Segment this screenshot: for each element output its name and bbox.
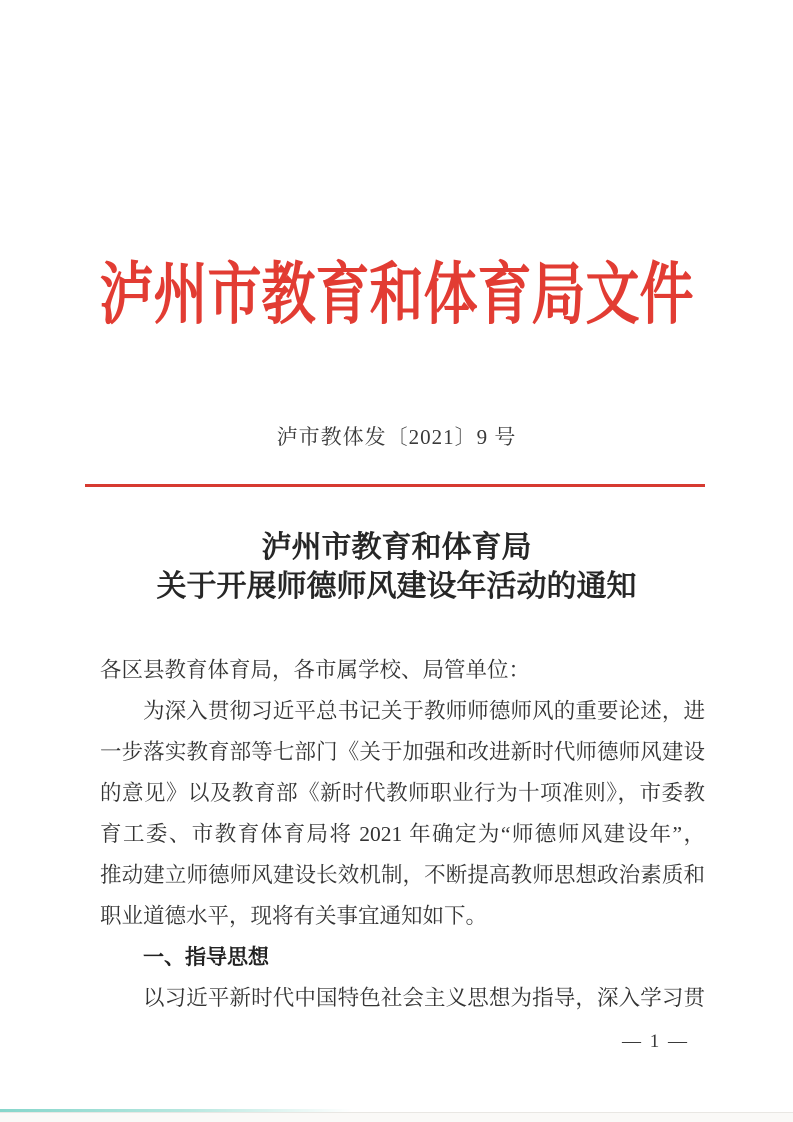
agency-masthead-title: 泸州市教育和体育局文件: [99, 257, 694, 333]
section-heading: 一、指导思想: [143, 946, 269, 969]
body-line: 的意见》以及教育部《新时代教师职业行为十项准则》，市委教: [100, 781, 705, 805]
scan-bottom-edge: [0, 1112, 793, 1122]
body-line: 推动建立师德师风建设长效机制，不断提高教师思想政治素质和: [100, 863, 705, 887]
doc-body: [100, 650, 705, 1019]
doc-title-line2: 关于开展师德师风建设年活动的通知: [156, 570, 637, 603]
doc-title-line1: 泸州市教育和体育局: [261, 531, 532, 564]
body-line: 育工委、市教育体育局将 2021 年确定为“师德师风建设年”，: [100, 822, 705, 846]
page-number: — 1 —: [622, 1031, 689, 1052]
doc-reference-number: 泸市教体发〔2021〕9 号: [276, 425, 517, 449]
salutation-line: 各区县教育体育局，各市属学校、局管单位：: [100, 658, 531, 682]
body-line: 职业道德水平，现将有关事宜通知如下。: [100, 904, 488, 928]
body-line: 为深入贯彻习近平总书记关于教师师德师风的重要论述，进: [143, 699, 705, 723]
body-line: 以习近平新时代中国特色社会主义思想为指导，深入学习贯: [143, 986, 705, 1010]
red-divider-rule: [85, 484, 705, 487]
body-line: 一步落实教育部等七部门《关于加强和改进新时代师德师风建设: [100, 740, 705, 764]
doc-title: [0, 528, 793, 606]
